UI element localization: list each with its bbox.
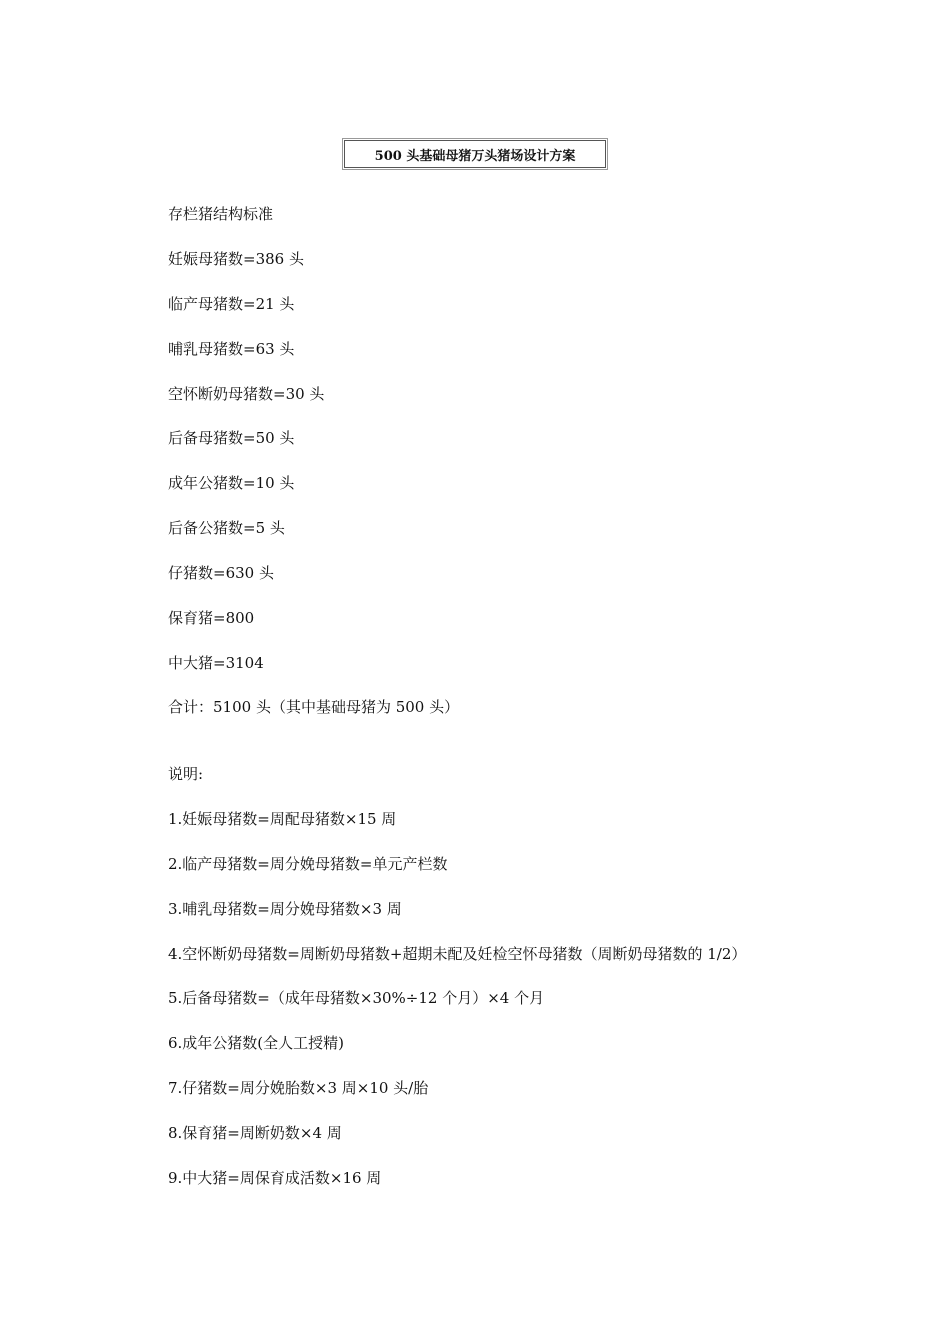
stock-item: 后备母猪数=50 头 bbox=[168, 429, 295, 447]
section-heading-notes: 说明: bbox=[168, 765, 204, 783]
note-item: 7.仔猪数=周分娩胎数×3 周×10 头/胎 bbox=[168, 1079, 429, 1097]
document-title: 500 头基础母猪万头猪场设计方案 bbox=[344, 140, 606, 168]
stock-item: 保育猪=800 bbox=[168, 609, 255, 627]
stock-item: 中大猪=3104 bbox=[168, 654, 264, 672]
note-item: 2.临产母猪数=周分娩母猪数=单元产栏数 bbox=[168, 855, 448, 873]
stock-item: 空怀断奶母猪数=30 头 bbox=[168, 385, 325, 403]
note-item: 5.后备母猪数=（成年母猪数×30%÷12 个月）×4 个月 bbox=[168, 989, 545, 1007]
note-item: 3.哺乳母猪数=周分娩母猪数×3 周 bbox=[168, 900, 402, 918]
note-item: 8.保育猪=周断奶数×4 周 bbox=[168, 1124, 342, 1142]
stock-item: 成年公猪数=10 头 bbox=[168, 474, 295, 492]
note-item: 4.空怀断奶母猪数=周断奶母猪数+超期未配及妊检空怀母猪数（周断奶母猪数的 1/2） bbox=[168, 945, 747, 963]
note-item: 1.妊娠母猪数=周配母猪数×15 周 bbox=[168, 810, 397, 828]
note-item: 6.成年公猪数(全人工授精) bbox=[168, 1034, 345, 1052]
stock-total: 合计：5100 头（其中基础母猪为 500 头） bbox=[168, 698, 460, 716]
stock-item: 仔猪数=630 头 bbox=[168, 564, 274, 582]
stock-item: 哺乳母猪数=63 头 bbox=[168, 340, 295, 358]
stock-item: 临产母猪数=21 头 bbox=[168, 295, 295, 313]
note-item: 9.中大猪=周保育成活数×16 周 bbox=[168, 1169, 382, 1187]
stock-item: 后备公猪数=5 头 bbox=[168, 519, 285, 537]
section-heading-stock: 存栏猪结构标准 bbox=[168, 205, 274, 223]
stock-item: 妊娠母猪数=386 头 bbox=[168, 250, 304, 268]
